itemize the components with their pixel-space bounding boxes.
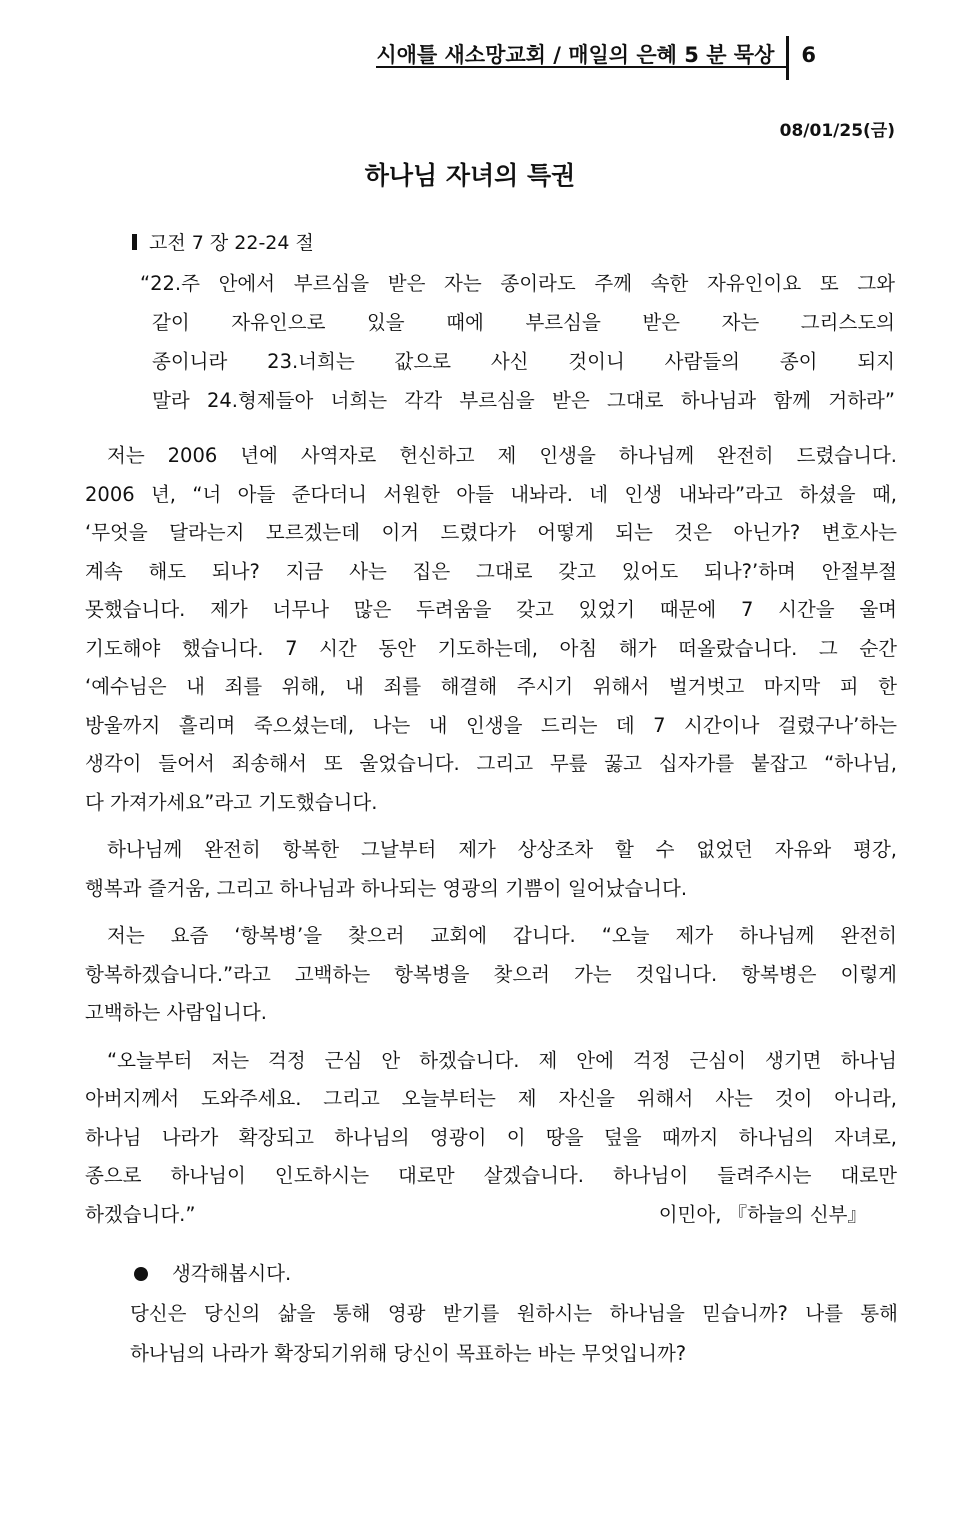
- text-line: 고백하는 사람입니다.: [85, 1001, 267, 1024]
- reference-marker-icon: [132, 234, 137, 250]
- text-line: 계속 해도 되나? 지금 사는 집은 그대로 갖고 있어도 되나?’하며 안절부절: [85, 559, 897, 583]
- reflection-line: 당신은 당신의 삶을 통해 영광 받기를 원하시는 하나님을 믿습니까? 나를 통해: [130, 1302, 898, 1325]
- scripture-reference: [132, 228, 314, 255]
- scripture-verse: [140, 264, 895, 420]
- verse-line: “22.주 안에서 부르심을 받은 자는 종이라도 주께 속한 자유인이요 또 그와: [140, 272, 895, 295]
- text-line: 항복하겠습니다.”라고 고백하는 항복병을 찾으러 가는 것입니다. 항복병은 이렇게: [85, 962, 897, 986]
- date: 08/01/25(금): [779, 121, 895, 141]
- text-line: 생각이 들어서 죄송해서 또 울었습니다. 그리고 무릎 꿇고 십자가를 붙잡고 “하나님,: [85, 752, 897, 775]
- text-line: 행복과 즐거움, 그리고 하나님과 하나되는 영광의 기쁨이 일어났습니다.: [85, 876, 688, 900]
- body-text: [85, 437, 897, 1243]
- paragraph-1: [85, 437, 897, 822]
- paragraph-4: [85, 1042, 897, 1235]
- reflection-heading-text: 생각해봅시다.: [172, 1262, 292, 1285]
- scripture-reference-text: 고전 7 장 22-24 절: [149, 232, 314, 254]
- text-line: 저는 2006 년에 사역자로 헌신하고 제 인생을 하나님께 완전히 드렸습니다.: [107, 444, 897, 467]
- text-line: 방울까지 흘리며 죽으셨는데, 나는 내 인생을 드리는 데 7 시간이나 걸렸구나’하는: [85, 713, 897, 737]
- page-header: [376, 36, 816, 80]
- text-line: ‘예수님은 내 죄를 위해, 내 죄를 해결해 주시기 위해서 벌거벗고 마지막 피 한: [85, 675, 897, 698]
- bullet-icon: [134, 1267, 148, 1281]
- verse-line: 말라 24.형제들아 너희는 각각 부르심을 받은 그대로 하나님과 함께 거하라”: [152, 389, 895, 412]
- text-line: 하겠습니다.”: [85, 1202, 196, 1226]
- text-line: 아버지께서 도와주세요. 그리고 오늘부터는 제 자신을 위해서 사는 것이 아니라,: [85, 1087, 897, 1110]
- paragraph-3: [85, 917, 897, 1033]
- citation: 이민아, 『하늘의 신부』: [658, 1202, 867, 1226]
- text-line: ‘무엇을 달라는지 모르겠는데 이거 드렸다가 어떻게 되는 것은 아닌가? 변호사는: [85, 521, 897, 544]
- reflection-section: [130, 1254, 898, 1374]
- text-line: “오늘부터 저는 걱정 근심 안 하겠습니다. 제 안에 걱정 근심이 생기면 하나님: [107, 1048, 897, 1072]
- verse-line: 종이니라 23.너희는 값으로 사신 것이니 사람들의 종이 되지: [152, 350, 895, 373]
- text-line: 못했습니다. 제가 너무나 많은 두려움을 갖고 있었기 때문에 7 시간을 울며: [85, 598, 897, 621]
- header-title: 시애틀 새소망교회 / 매일의 은혜 5 분 묵상: [376, 36, 786, 68]
- verse-line: 같이 자유인으로 있을 때에 부르심을 받은 자는 그리스도의: [152, 311, 895, 334]
- text-line: 기도해야 했습니다. 7 시간 동안 기도하는데, 아침 해가 떠올랐습니다. 그 순간: [85, 636, 897, 660]
- page-title: 하나님 자녀의 특권: [364, 161, 576, 190]
- reflection-line: 하나님의 나라가 확장되기위해 당신이 목표하는 바는 무엇입니까?: [130, 1342, 687, 1365]
- text-line: 종으로 하나님이 인도하시는 대로만 살겠습니다. 하나님이 들려주시는 대로만: [85, 1164, 897, 1187]
- text-line: 하나님 나라가 확장되고 하나님의 영광이 이 땅을 덮을 때까지 하나님의 자녀로,: [85, 1125, 897, 1149]
- paragraph-2: [85, 831, 897, 908]
- page-number: 6: [801, 43, 816, 67]
- text-line: 다 가져가세요”라고 기도했습니다.: [85, 790, 378, 814]
- reflection-heading: [130, 1254, 898, 1294]
- text-line: 2006 년, “너 아들 준다더니 서원한 아들 내놔라. 네 인생 내놔라”라고 하셨을 때,: [85, 482, 897, 506]
- quote-end-line: [85, 1196, 897, 1235]
- text-line: 하나님께 완전히 항복한 그날부터 제가 상상조차 할 수 없었던 자유와 평강,: [107, 838, 897, 861]
- text-line: 저는 요즘 ‘항복병’을 찾으러 교회에 갑니다. “오늘 제가 하나님께 완전히: [107, 924, 897, 947]
